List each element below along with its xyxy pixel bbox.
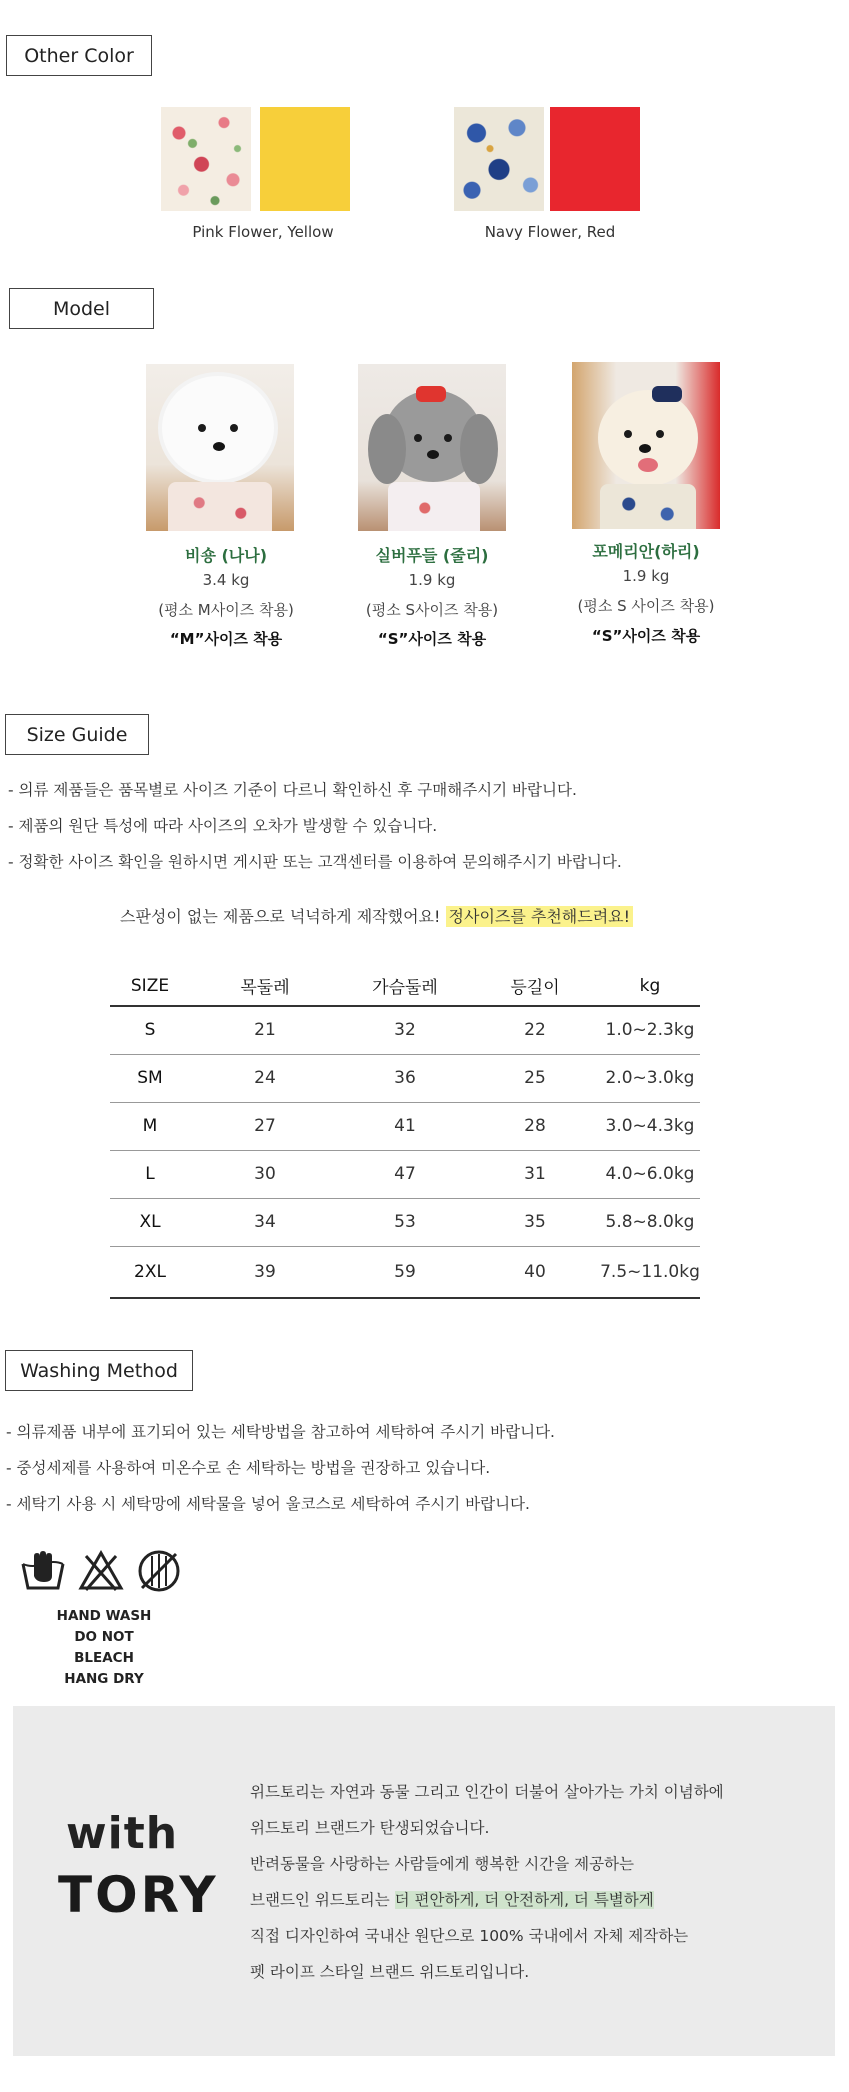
brand-text-line: 펫 라이프 스타일 브랜드 위드토리입니다. — [250, 1963, 530, 1981]
size-cell: XL — [110, 1198, 190, 1246]
size-cell: L — [110, 1150, 190, 1198]
col-header: 가슴둘레 — [340, 966, 470, 1006]
weight-cell: 4.0~6.0kg — [600, 1150, 700, 1198]
yellow-swatch — [260, 107, 350, 211]
brand-text-line: 위드토리는 자연과 동물 그리고 인간이 더불어 살아가는 가치 이념하에 — [250, 1783, 724, 1801]
back-length-cell: 25 — [470, 1054, 600, 1102]
table-row — [110, 1054, 700, 1102]
washing-note: - 의류제품 내부에 표기되어 있는 세탁방법을 참고하여 세탁하여 주시기 바랍니다. — [6, 1423, 555, 1441]
back-length-cell: 35 — [470, 1198, 600, 1246]
neck-cell: 24 — [190, 1054, 340, 1102]
table-row — [110, 1006, 700, 1054]
size-table — [110, 966, 700, 1299]
table-row — [110, 1198, 700, 1246]
model-wearing-size: “S”사이즈 착용 — [377, 630, 487, 648]
washing-note: - 중성세제를 사용하여 미온수로 손 세탁하는 방법을 권장하고 있습니다. — [6, 1459, 491, 1477]
size-cell: SM — [110, 1054, 190, 1102]
chest-cell: 36 — [340, 1054, 470, 1102]
size-cell: M — [110, 1102, 190, 1150]
model-name: 실버푸들 (줄리) — [375, 546, 489, 565]
neck-cell: 30 — [190, 1150, 340, 1198]
model-name: 포메리안(하리) — [592, 542, 700, 561]
table-header-row — [110, 966, 700, 1006]
navy-flower-swatch — [454, 107, 544, 211]
back-length-cell: 28 — [470, 1102, 600, 1150]
brand-logo-with: with — [66, 1808, 179, 1859]
weight-cell: 7.5~11.0kg — [600, 1246, 700, 1298]
fit-notice — [120, 904, 633, 927]
back-length-cell: 40 — [470, 1246, 600, 1298]
color-caption: Pink Flower, Yellow — [192, 223, 334, 241]
model-wearing-size: “M”사이즈 착용 — [169, 630, 283, 648]
neck-cell: 21 — [190, 1006, 340, 1054]
chest-cell: 53 — [340, 1198, 470, 1246]
model-name: 비숑 (나나) — [184, 546, 268, 565]
chest-cell: 32 — [340, 1006, 470, 1054]
col-header: SIZE — [110, 966, 190, 1006]
color-caption: Navy Flower, Red — [484, 223, 616, 241]
size-cell: S — [110, 1006, 190, 1054]
brand-text-plain: 브랜드인 위드토리는 — [250, 1891, 390, 1909]
care-label: HANG DRY — [64, 1671, 144, 1687]
neck-cell: 34 — [190, 1198, 340, 1246]
chest-cell: 47 — [340, 1150, 470, 1198]
size-note: - 의류 제품들은 품목별로 사이즈 기준이 다르니 확인하신 후 구매해주시기 바랍니다. — [8, 781, 577, 799]
back-length-cell: 22 — [470, 1006, 600, 1054]
chest-cell: 59 — [340, 1246, 470, 1298]
model-weight: 3.4 kg — [202, 571, 250, 589]
model-tag — [9, 288, 154, 329]
model-weight: 1.9 kg — [408, 571, 456, 589]
fit-notice-highlight: 정사이즈를 추천해드려요! — [446, 906, 634, 927]
red-swatch — [550, 107, 640, 211]
care-label: DO NOT BLEACH — [74, 1629, 134, 1666]
table-row — [110, 1150, 700, 1198]
col-header: 등길이 — [470, 966, 600, 1006]
model-wearing-size: “S”사이즈 착용 — [591, 627, 701, 645]
weight-cell: 2.0~3.0kg — [600, 1054, 700, 1102]
do-not-bleach-icon — [78, 1550, 124, 1592]
hang-dry-icon — [136, 1548, 182, 1594]
model-usual-size: (평소 S 사이즈 착용) — [577, 597, 715, 615]
col-header: 목둘레 — [190, 966, 340, 1006]
table-row — [110, 1102, 700, 1150]
pink-flower-swatch — [161, 107, 251, 211]
care-label: HAND WASH — [56, 1608, 152, 1624]
brand-text-line: 반려동물을 사랑하는 사람들에게 행복한 시간을 제공하는 — [250, 1855, 634, 1873]
other-color-tag-label: Other Color — [24, 44, 134, 67]
weight-cell: 1.0~2.3kg — [600, 1006, 700, 1054]
model-photo-poodle — [358, 364, 506, 531]
fit-notice-text: 스판성이 없는 제품으로 넉넉하게 제작했어요! — [120, 907, 441, 926]
neck-cell: 39 — [190, 1246, 340, 1298]
brand-text-line: 위드토리 브랜드가 탄생되었습니다. — [250, 1819, 490, 1837]
size-guide-tag — [5, 714, 149, 755]
other-color-tag — [6, 35, 152, 76]
table-row — [110, 1246, 700, 1298]
brand-text-line: 직접 디자인하여 국내산 원단으로 100% 국내에서 자체 제작하는 — [250, 1927, 689, 1945]
brand-text-line — [250, 1888, 654, 1910]
weight-cell: 5.8~8.0kg — [600, 1198, 700, 1246]
neck-cell: 27 — [190, 1102, 340, 1150]
model-photo-pomeranian — [572, 362, 720, 529]
size-guide-tag-label: Size Guide — [26, 723, 128, 746]
col-header: kg — [600, 966, 700, 1006]
weight-cell: 3.0~4.3kg — [600, 1102, 700, 1150]
washing-note: - 세탁기 사용 시 세탁망에 세탁물을 넣어 울코스로 세탁하여 주시기 바랍니다. — [6, 1495, 530, 1513]
back-length-cell: 31 — [470, 1150, 600, 1198]
brand-logo-tory: TORY — [58, 1866, 219, 1924]
size-note: - 제품의 원단 특성에 따라 사이즈의 오차가 발생할 수 있습니다. — [8, 817, 438, 835]
washing-method-tag — [5, 1350, 193, 1391]
model-photo-bichon — [146, 364, 294, 531]
size-note: - 정확한 사이즈 확인을 원하시면 게시판 또는 고객센터를 이용하여 문의해주시기 바랍니다. — [8, 853, 622, 871]
brand-text-highlight: 더 편안하게, 더 안전하게, 더 특별하게 — [394, 1891, 654, 1909]
model-tag-label: Model — [52, 297, 111, 320]
chest-cell: 41 — [340, 1102, 470, 1150]
care-labels — [44, 1606, 164, 1690]
model-usual-size: (평소 S사이즈 착용) — [365, 601, 499, 619]
hand-wash-icon — [20, 1550, 66, 1592]
model-weight: 1.9 kg — [622, 567, 670, 585]
size-cell: 2XL — [110, 1246, 190, 1298]
washing-method-tag-label: Washing Method — [20, 1359, 178, 1382]
model-usual-size: (평소 M사이즈 착용) — [158, 601, 294, 619]
